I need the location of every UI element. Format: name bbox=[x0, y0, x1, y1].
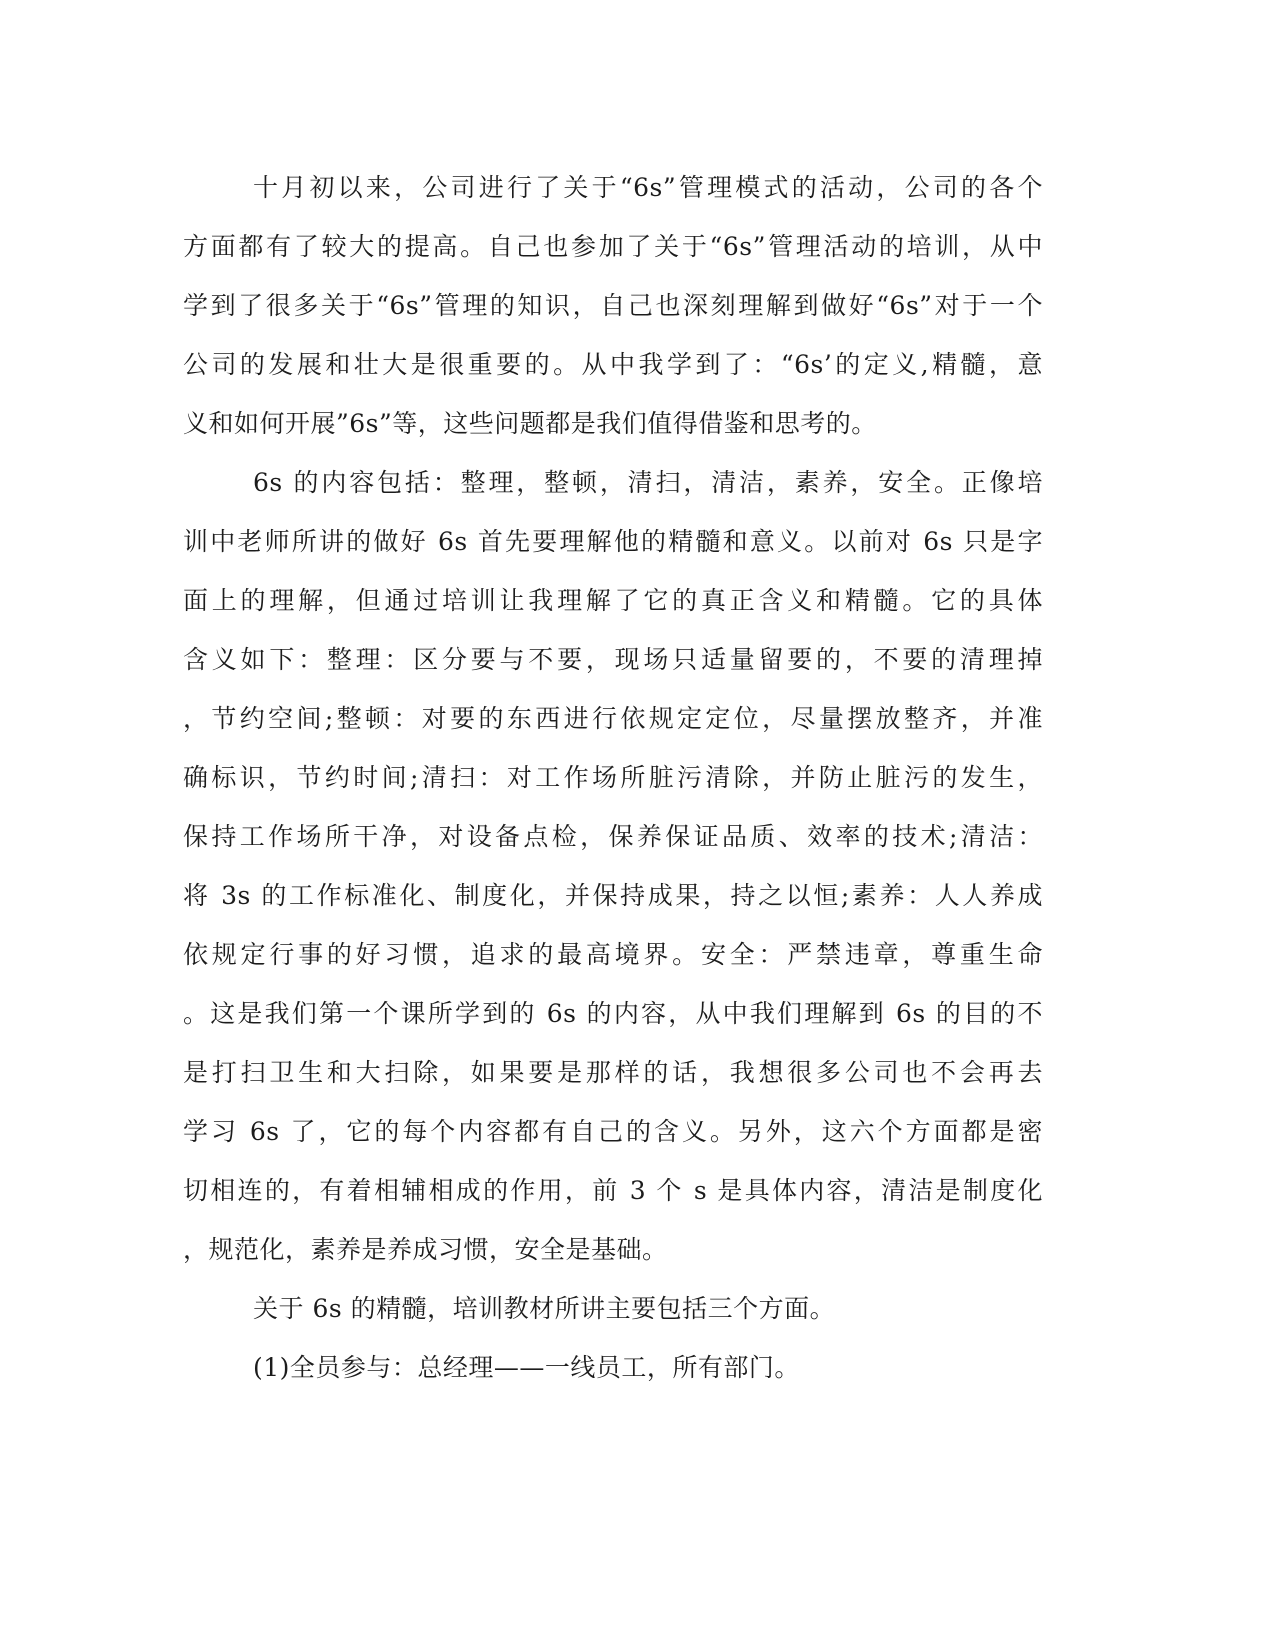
paragraph-1-line-5: 义和如何开展”6s”等，这些问题都是我们值得借鉴和思考的。 bbox=[183, 409, 877, 438]
paragraph-2-line-4: 含义如下：整理：区分要与不要，现场只适量留要的，不要的清理掉 bbox=[183, 645, 1043, 674]
paragraph-2-line-5: ，节约空间;整顿：对要的东西进行依规定定位，尽量摆放整齐，并准 bbox=[183, 704, 1043, 733]
paragraph-2-line-9: 依规定行事的好习惯，追求的最高境界。安全：严禁违章，尊重生命 bbox=[183, 940, 1043, 969]
paragraph-1-line-2: 方面都有了较大的提高。自己也参加了关于“6s”管理活动的培训，从中 bbox=[183, 232, 1043, 261]
paragraph-4-line-1: (1)全员参与：总经理——一线员工，所有部门。 bbox=[253, 1353, 800, 1382]
paragraph-3-line-1: 关于 6s 的精髓，培训教材所讲主要包括三个方面。 bbox=[253, 1294, 836, 1323]
paragraph-2-line-1: 6s 的内容包括：整理，整顿，清扫，清洁，素养，安全。正像培 bbox=[253, 468, 1043, 497]
paragraph-2-line-10: 。这是我们第一个课所学到的 6s 的内容，从中我们理解到 6s 的目的不 bbox=[183, 999, 1043, 1028]
document-body bbox=[183, 158, 1043, 1397]
paragraph-1-line-4: 公司的发展和壮大是很重要的。从中我学到了：“6s’的定义,精髓，意 bbox=[183, 350, 1043, 379]
paragraph-2-line-8: 将 3s 的工作标准化、制度化，并保持成果，持之以恒;素养：人人养成 bbox=[183, 881, 1043, 910]
paragraph-2-line-6: 确标识，节约时间;清扫：对工作场所脏污清除，并防止脏污的发生， bbox=[183, 763, 1043, 792]
paragraph-2-line-7: 保持工作场所干净，对设备点检，保养保证品质、效率的技术;清洁： bbox=[183, 822, 1043, 851]
paragraph-2-line-13: 切相连的，有着相辅相成的作用，前 3 个 s 是具体内容，清洁是制度化 bbox=[183, 1176, 1043, 1205]
paragraph-1-line-1: 十月初以来，公司进行了关于“6s”管理模式的活动，公司的各个 bbox=[253, 173, 1043, 202]
paragraph-2-line-11: 是打扫卫生和大扫除，如果要是那样的话，我想很多公司也不会再去 bbox=[183, 1058, 1043, 1087]
paragraph-2-line-3: 面上的理解，但通过培训让我理解了它的真正含义和精髓。它的具体 bbox=[183, 586, 1043, 615]
paragraph-2-line-2: 训中老师所讲的做好 6s 首先要理解他的精髓和意义。以前对 6s 只是字 bbox=[183, 527, 1043, 556]
paragraph-1-line-3: 学到了很多关于“6s”管理的知识，自己也深刻理解到做好“6s”对于一个 bbox=[183, 291, 1043, 320]
paragraph-2-line-14: ，规范化，素养是养成习惯，安全是基础。 bbox=[183, 1235, 668, 1264]
paragraph-2-line-12: 学习 6s 了，它的每个内容都有自己的含义。另外，这六个方面都是密 bbox=[183, 1117, 1043, 1146]
